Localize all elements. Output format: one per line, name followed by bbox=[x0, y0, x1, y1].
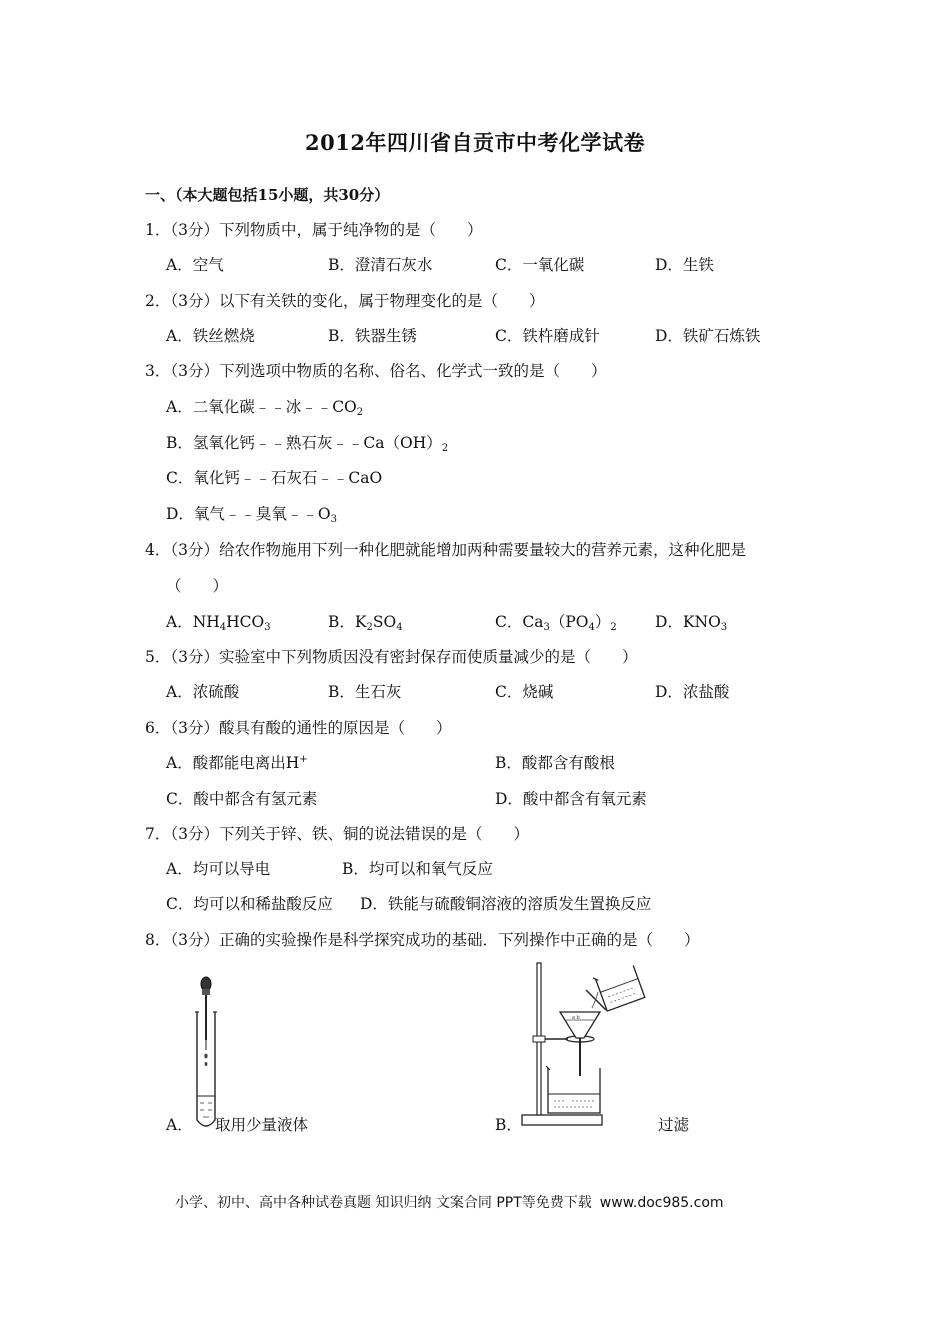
q6-option-c: C．酸中都含有氢元素 bbox=[166, 790, 318, 808]
q4-option-a: A．$NH_4HCO_3$ bbox=[166, 613, 271, 633]
question-2-stem: 2．（3分）以下有关铁的变化，属于物理变化的是（ ） bbox=[145, 292, 545, 310]
q8-option-b-caption: 过滤 bbox=[658, 1116, 690, 1134]
q5-option-b: B．生石灰 bbox=[328, 683, 402, 701]
q7-option-a: A．均可以导电 bbox=[166, 860, 271, 878]
q7-option-b: B．均可以和氧气反应 bbox=[342, 860, 493, 878]
q3-option-d: D．氧气﹣﹣臭氧$﹣﹣O_3$ bbox=[166, 505, 338, 525]
q2-option-c: C．铁杵磨成针 bbox=[495, 327, 600, 345]
q7-option-c: C．均可以和稀盐酸反应 bbox=[166, 895, 333, 913]
q5-option-d: D．浓盐酸 bbox=[655, 683, 730, 701]
question-4-stem: 4．（3分）给农作物施用下列一种化肥就能增加两种需要量较大的营养元素，这种化肥是 bbox=[145, 541, 746, 559]
q8-option-a-caption: 取用少量液体 bbox=[215, 1116, 309, 1134]
question-5-stem: 5．（3分）实验室中下列物质因没有密封保存而使质量减少的是（ ） bbox=[145, 648, 638, 666]
q2-option-a: A．铁丝燃烧 bbox=[166, 327, 255, 345]
question-8-stem: 8．（3分）正确的实验操作是科学探究成功的基础．下列操作中正确的是（ ） bbox=[145, 931, 700, 949]
page-title: 2012年四川省自贡市中考化学试卷 bbox=[305, 130, 645, 155]
q3-option-a: A．二氧化碳﹣﹣冰$﹣﹣CO_2$ bbox=[166, 398, 364, 418]
question-4-stem-cont: （ ） bbox=[166, 577, 229, 595]
footer-url[interactable]: www.doc985.com bbox=[599, 1195, 724, 1211]
dropper-test-tube-figure bbox=[185, 972, 235, 1132]
q5-option-c: C．烧碱 bbox=[495, 683, 554, 701]
q7-option-d: D．铁能与硫酸铜溶液的溶质发生置换反应 bbox=[360, 895, 652, 913]
q4-option-c: C．$Ca_3(PO_4)_2$ bbox=[495, 613, 617, 633]
q2-option-b: B．铁器生锈 bbox=[328, 327, 417, 345]
footer-text: 小学、初中、高中各种试卷真题 知识归纳 文案合同 PPT等免费下载 bbox=[175, 1195, 592, 1211]
q6-option-b: B．酸都含有酸根 bbox=[495, 754, 615, 772]
q8-option-a-letter: A． bbox=[166, 1116, 193, 1134]
q4-option-b: B．$K_2SO_4$ bbox=[328, 613, 403, 633]
q1-option-d: D．生铁 bbox=[655, 256, 714, 274]
question-3-stem: 3．（3分）下列选项中物质的名称、俗名、化学式一致的是（ ） bbox=[145, 362, 607, 380]
q6-option-d: D．酸中都含有氧元素 bbox=[495, 790, 647, 808]
section-heading: 一、（本大题包括15小题，共30分） bbox=[145, 186, 390, 204]
page-footer bbox=[175, 1192, 724, 1212]
q4-option-d: D．$KNO_3$ bbox=[655, 613, 728, 633]
q5-option-a: A．浓硫酸 bbox=[166, 683, 240, 701]
filtration-apparatus-figure bbox=[520, 958, 650, 1133]
q1-option-c: C．一氧化碳 bbox=[495, 256, 585, 274]
q6-option-a: A．酸都能电离出H+ bbox=[166, 754, 308, 772]
q3-option-c: C．氧化钙﹣﹣石灰石﹣﹣CaO bbox=[166, 469, 383, 487]
q8-option-b-letter: B． bbox=[495, 1116, 522, 1134]
question-7-stem: 7．（3分）下列关于锌、铁、铜的说法错误的是（ ） bbox=[145, 825, 529, 843]
question-1-stem: 1．（3分）下列物质中，属于纯净物的是（ ） bbox=[145, 221, 483, 239]
q2-option-d: D．铁矿石炼铁 bbox=[655, 327, 761, 345]
q1-option-a: A．空气 bbox=[166, 256, 224, 274]
svg-text:a b: a b bbox=[572, 1015, 580, 1021]
q1-option-b: B．澄清石灰水 bbox=[328, 256, 433, 274]
question-6-stem: 6．（3分）酸具有酸的通性的原因是（ ） bbox=[145, 719, 452, 737]
q3-option-b: B．氢氧化钙﹣﹣熟石灰$﹣﹣Ca(OH)_2$ bbox=[166, 434, 449, 454]
